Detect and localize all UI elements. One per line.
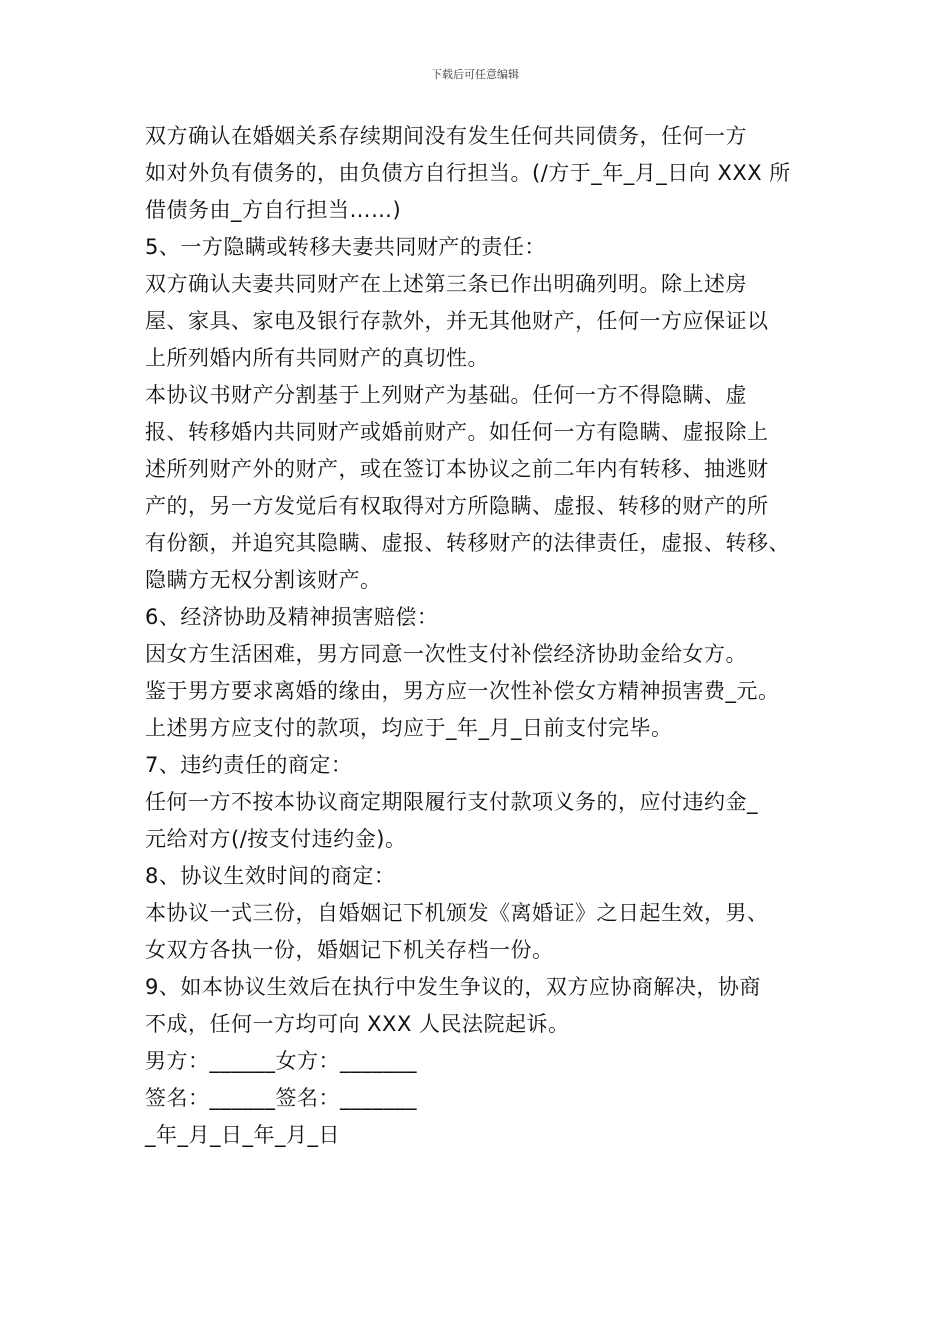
page-header: 下载后可任意编辑	[431, 68, 519, 81]
section-heading-9: 9、如本协议生效后在执行中发生争议的，双方应协商解决，协商	[145, 975, 761, 999]
party-line: 男方：______女方：_______	[145, 1049, 417, 1073]
body-line: 本协议书财产分割基于上列财产为基础。任何一方不得隐瞒、虚	[145, 383, 747, 407]
section-heading-6: 6、经济协助及精神损害赔偿：	[145, 605, 439, 629]
body-line: 有份额，并追究其隐瞒、虚报、转移财产的法律责任，虚报、转移、	[145, 531, 790, 555]
body-line: 上所列婚内所有共同财产的真切性。	[145, 346, 489, 370]
section-heading-8: 8、协议生效时间的商定：	[145, 864, 396, 888]
body-line: 报、转移婚内共同财产或婚前财产。如任何一方有隐瞒、虚报除上	[145, 420, 769, 444]
body-line: 鉴于男方要求离婚的缘由，男方应一次性补偿女方精神损害费_元。	[145, 679, 780, 703]
body-line: 产的，另一方发觉后有权取得对方所隐瞒、虚报、转移的财产的所	[145, 494, 769, 518]
body-line: 借债务由_方自行担当……)	[145, 198, 402, 222]
body-line: 因女方生活困难，男方同意一次性支付补偿经济协助金给女方。	[145, 642, 747, 666]
body-line: 不成，任何一方均可向 XXX 人民法院起诉。	[145, 1012, 570, 1036]
body-line: 任何一方不按本协议商定期限履行支付款项义务的，应付违约金_	[145, 790, 758, 814]
section-heading-5: 5、一方隐瞒或转移夫妻共同财产的责任：	[145, 235, 546, 259]
body-line: 述所列财产外的财产，或在签订本协议之前二年内有转移、抽逃财	[145, 457, 769, 481]
body-line: 女双方各执一份，婚姻记下机关存档一份。	[145, 938, 554, 962]
body-line: 双方确认夫妻共同财产在上述第三条已作出明确列明。除上述房	[145, 272, 747, 296]
body-line: 隐瞒方无权分割该财产。	[145, 568, 382, 592]
date-line: _年_月_日_年_月_日	[145, 1123, 340, 1147]
section-heading-7: 7、违约责任的商定：	[145, 753, 353, 777]
body-line: 本协议一式三份，自婚姻记下机颁发《离婚证》之日起生效，男、	[145, 901, 769, 925]
body-line: 双方确认在婚姻关系存续期间没有发生任何共同债务，任何一方	[145, 124, 747, 148]
document-body	[145, 118, 825, 1154]
body-line: 上述男方应支付的款项，均应于_年_月_日前支付完毕。	[145, 716, 673, 740]
body-line: 屋、家具、家电及银行存款外，并无其他财产，任何一方应保证以	[145, 309, 769, 333]
body-line: 元给对方(/按支付违约金)。	[145, 827, 407, 851]
signature-line: 签名：______签名：_______	[145, 1086, 417, 1110]
body-line: 如对外负有债务的，由负债方自行担当。(/方于_年_月_日向 XXX 所	[145, 161, 791, 185]
